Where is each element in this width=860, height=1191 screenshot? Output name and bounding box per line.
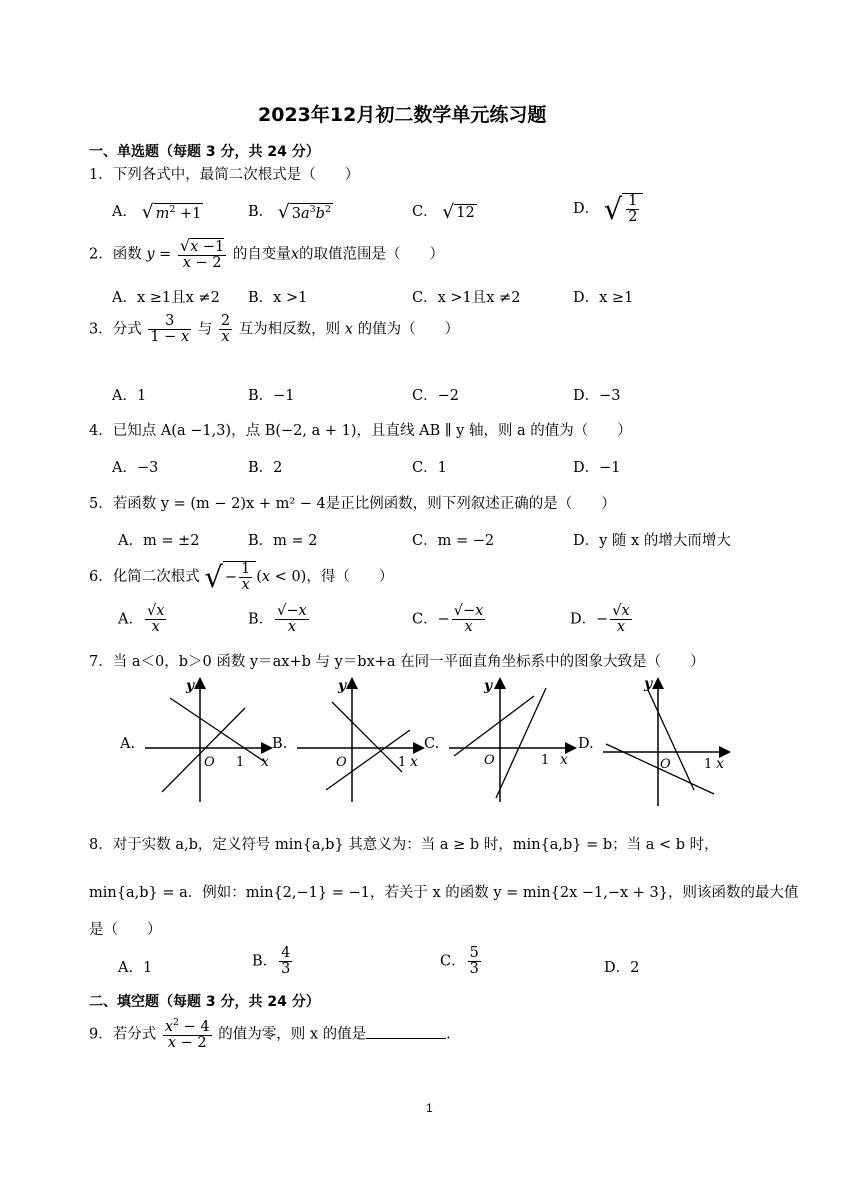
question-7-stem: 7．当 a＜0，b＞0 函数 y＝ax+b 与 y＝bx+a 在同一平面直角坐标系中的图象大致是（ ） — [89, 654, 705, 670]
question-5-stem: 5．若函数 y = (m − 2)x + m² − 4是正比例函数，则下列叙述正确的是（ ） — [89, 496, 616, 512]
q6-option-c: C．− $\frac{√-x}{x}$ — [412, 603, 484, 636]
q7-option-d-label: D. — [578, 736, 594, 752]
x-label: x — [716, 756, 724, 772]
question-6-stem: 6．化简二次根式 √ − $\frac{1}{x}$ (x < 0)，得（ ） — [89, 560, 394, 594]
q8-option-c: C． $\frac{5}{3}$ — [440, 945, 479, 978]
q1-option-c-formula: √ 12 — [442, 201, 475, 223]
q6-option-a: A． $\frac{√x}{x}$ — [118, 603, 165, 636]
q3-fraction-1: $\frac{3}{1 - x}$ — [150, 313, 190, 346]
q2-option-b-text: x >1 — [273, 290, 308, 306]
q9-end: 的值为零，则 x 的值是 — [218, 1026, 367, 1043]
q3-option-d: D．−3 — [573, 388, 621, 404]
q5-option-a: A．m = ±2 — [118, 533, 200, 549]
one-label: 1 — [236, 755, 245, 770]
q2-option-c-label: C． — [412, 290, 438, 306]
q1-option-a — [112, 200, 203, 223]
y-label: y — [484, 678, 493, 694]
q6-option-c-label: C． — [412, 611, 438, 628]
q8-option-d: D．2 — [604, 960, 640, 976]
q8-option-b-label: B． — [252, 953, 278, 970]
q3-num: 3．分式 — [89, 321, 142, 338]
q1-option-a-label: A． — [112, 204, 137, 220]
q9-fraction: $\frac{x^2 - 4}{x - 2}$ — [164, 1017, 210, 1052]
q1-option-d-label: D． — [573, 201, 600, 217]
q2-option-c-text: x >1且x ≠2 — [437, 290, 521, 306]
q2-option-c — [412, 286, 520, 307]
section-heading-fill-blank: 二、填空题（每题 3 分，共 24 分） — [89, 994, 320, 1010]
q1-option-b-label: B． — [248, 204, 274, 220]
q9-end2: . — [446, 1026, 451, 1043]
q2-option-a-label: A． — [112, 290, 137, 306]
origin-label: O — [484, 753, 495, 768]
x-label: x — [261, 754, 269, 770]
y-label: y — [186, 678, 195, 694]
q2-num: 2．函数 — [89, 246, 142, 263]
q7-option-b-label: B. — [272, 736, 288, 752]
q2-option-b-label: B． — [248, 290, 274, 306]
line-1 — [454, 696, 534, 756]
q3-end: 互为相反数，则 — [238, 321, 341, 338]
q9-answer-blank[interactable] — [366, 1025, 446, 1039]
q1-option-d-formula: √ $\frac{1}{2}$ — [604, 192, 644, 226]
q3-fraction-2: $\frac{2}{x}$ — [220, 313, 231, 346]
q8-option-a: A．1 — [118, 960, 153, 976]
q6-option-b-label: B． — [248, 611, 274, 628]
q3-option-a: A．1 — [112, 388, 147, 404]
question-1-stem: 1．下列各式中，最简二次根式是（ ） — [89, 167, 360, 183]
q6-radical: √ − $\frac{1}{x}$ — [204, 560, 256, 594]
q1-option-c-label: C． — [412, 204, 438, 220]
q9-num: 9．若分式 — [89, 1026, 157, 1043]
origin-label: O — [204, 755, 215, 770]
q4-option-d: D．−1 — [573, 460, 621, 476]
q4-option-b: B．2 — [248, 460, 283, 476]
q2-option-a-text: x ≥1且x ≠2 — [136, 290, 220, 306]
q2-end: 的取值范围是（ ） — [299, 246, 445, 263]
origin-label: O — [660, 757, 671, 772]
y-label: y — [644, 676, 653, 692]
question-9-stem — [89, 1018, 451, 1051]
q2-option-a — [112, 286, 220, 307]
question-2-stem: 2．函数 y = $\frac{√x -1}{x - 2}$ 的自变量x的取值范围是（ ） — [89, 236, 445, 272]
page-title: 2023年12月初二数学单元练习题 — [258, 104, 547, 126]
q7-graph-d — [598, 672, 733, 807]
q5-option-d: D．y 随 x 的增大而增大 — [573, 533, 731, 549]
q4-option-c: C．1 — [412, 460, 447, 476]
line-1 — [170, 698, 265, 762]
q1-option-b-formula: √ $3a^3b^2$ — [277, 201, 331, 223]
q3-mid: 与 — [197, 321, 213, 338]
q6-option-b: B． $\frac{√-x}{x}$ — [248, 603, 307, 636]
q1-option-a-formula: √ $m^2 +1$ — [141, 201, 202, 223]
q5-option-b: B．m = 2 — [248, 533, 318, 549]
q5-option-c: C．m = −2 — [412, 533, 495, 549]
q8-option-b: B． $\frac{4}{3}$ — [252, 945, 291, 978]
q6-option-d-label: D． — [570, 611, 597, 628]
q6-option-d: D．− $\frac{√x}{x}$ — [570, 603, 630, 636]
one-label: 1 — [541, 753, 550, 768]
q7-graph-c — [444, 672, 579, 807]
q2-option-d-label: D． — [573, 290, 600, 306]
q2-option-d — [573, 286, 633, 307]
q3-option-b: B．−1 — [248, 388, 295, 404]
x-label: x — [410, 754, 418, 770]
x-label: x — [560, 752, 568, 768]
one-label: 1 — [704, 757, 713, 772]
q6-option-a-label: A． — [118, 611, 143, 628]
question-8-line-3: 是（ ） — [89, 922, 162, 938]
q1-option-c — [412, 200, 477, 223]
question-8-line-2: min{a,b} = a．例如：min{2,−1} = −1，若关于 x 的函数 y = min{2x −1,−x + 3}，则该函数的最大值 — [89, 885, 799, 901]
q2-option-b — [248, 286, 307, 307]
q1-option-d — [573, 192, 643, 226]
q2-fraction: $\frac{√x -1}{x - 2}$ — [179, 236, 225, 272]
question-8-line-1: 8．对于实数 a,b，定义符号 min{a,b} 其意义为：当 a ≥ b 时，min{a,b} = b；当 a < b 时， — [89, 837, 719, 853]
origin-label: O — [336, 755, 347, 770]
page-number: 1 — [426, 1101, 433, 1115]
q7-option-c-label: C. — [424, 736, 440, 752]
q2-option-d-text: x ≥1 — [599, 290, 634, 306]
q3-option-c: C．−2 — [412, 388, 459, 404]
line-2 — [496, 688, 546, 798]
question-3-stem: 3．分式 $\frac{3}{1 - x}$ 与 $\frac{2}{x}$ 互为相反数，则 x 的值为（ ） — [89, 313, 460, 346]
q1-option-b — [248, 200, 333, 223]
q2-mid: 的自变量 — [232, 246, 291, 263]
q7-option-a-label: A. — [120, 736, 136, 752]
q7-graph-b — [292, 672, 427, 807]
question-4-stem: 4．已知点 A(a −1,3)，点 B(−2, a + 1)，且直线 AB ∥ y 轴，则 a 的值为（ ） — [89, 423, 632, 439]
one-label: 1 — [398, 755, 407, 770]
q3-end2: 的值为（ ） — [357, 321, 460, 338]
y-label: y — [338, 678, 347, 694]
q6-num: 6．化简二次根式 — [89, 569, 200, 585]
q7-graph-a — [140, 672, 275, 807]
q8-option-c-label: C． — [440, 953, 466, 970]
section-heading-single-choice: 一、单选题（每题 3 分，共 24 分） — [89, 144, 320, 160]
line-2 — [648, 690, 694, 790]
q4-option-a: A．−3 — [112, 460, 159, 476]
q6-end: ，得（ ） — [306, 569, 394, 585]
